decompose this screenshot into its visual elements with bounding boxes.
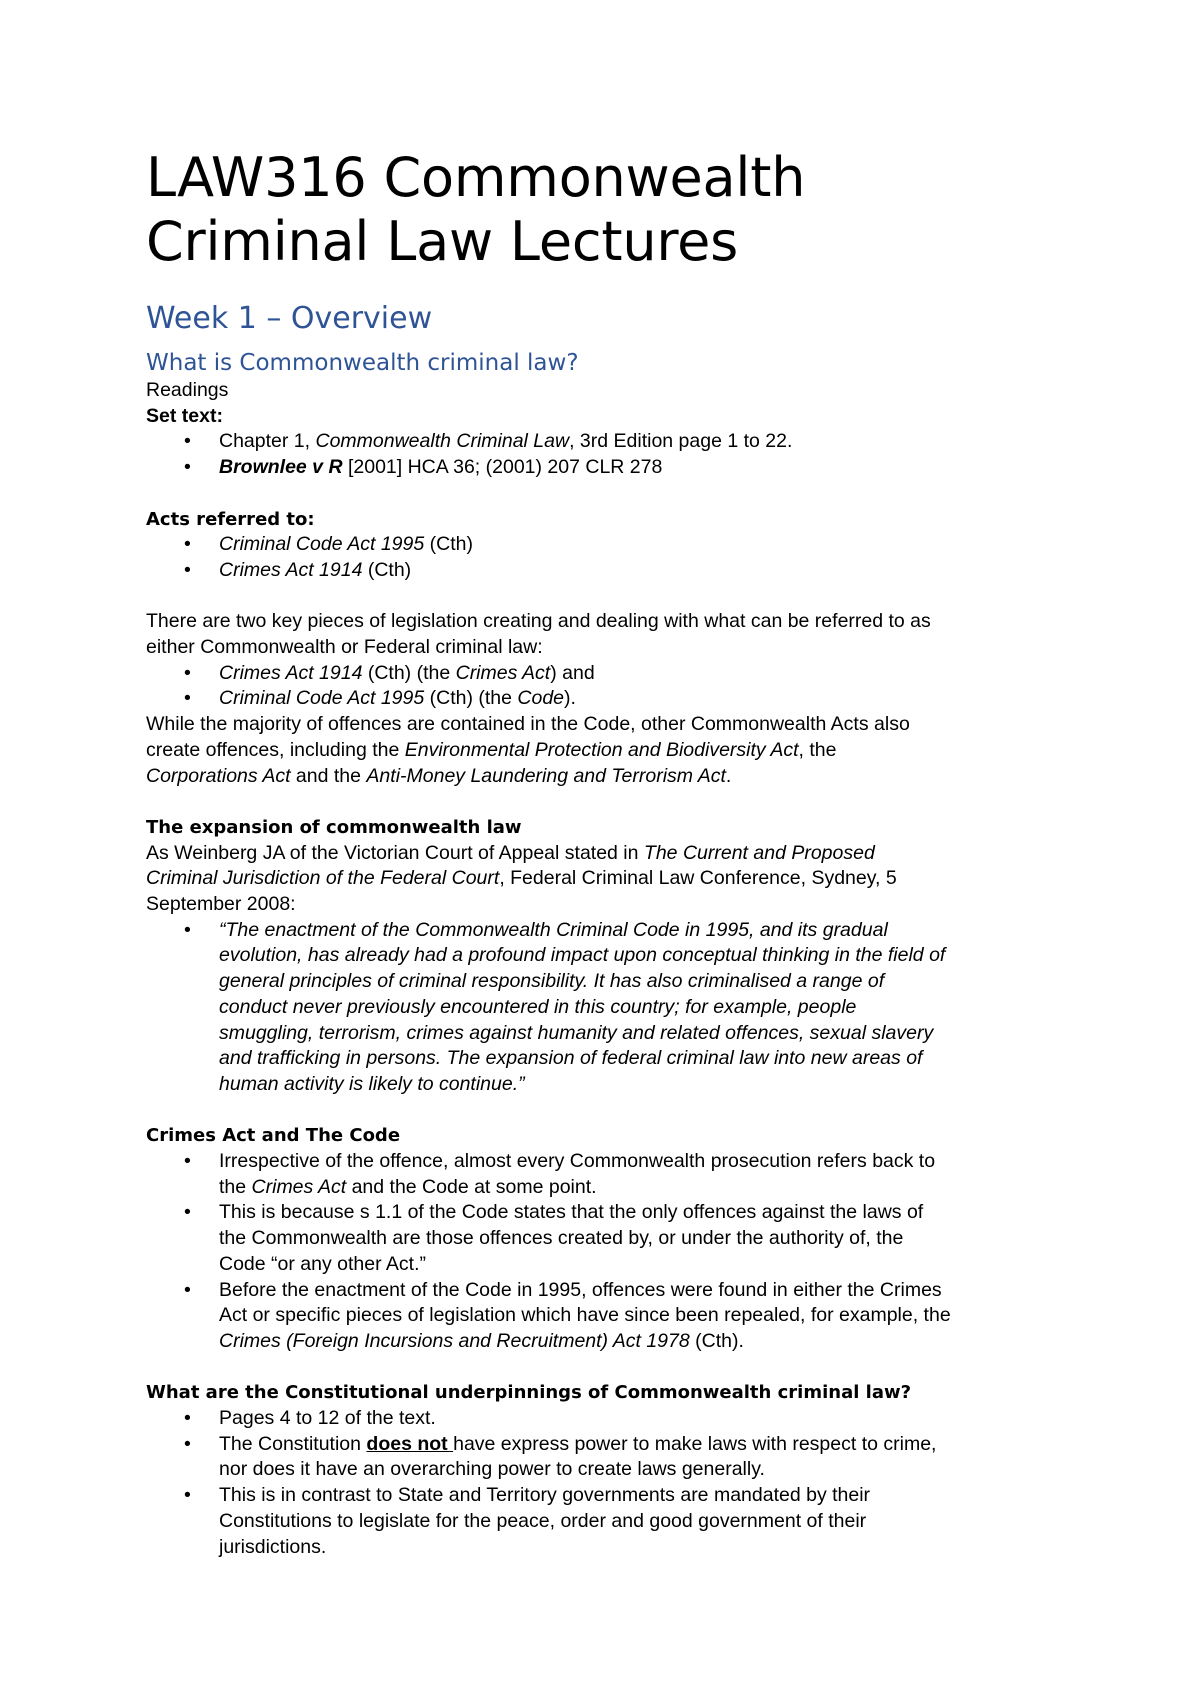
week-heading: Week 1 – Overview — [146, 301, 433, 336]
bullet-icon: • — [184, 687, 191, 710]
bullet-icon: • — [184, 430, 191, 453]
list-item: • This is because s 1.1 of the Code states that the only offences against the laws of the Commonwealth are those offences created by, or under the authority of, the Code “or any other Act.” — [184, 1201, 924, 1275]
document-content — [146, 146, 1076, 1560]
bullet-icon: • — [184, 456, 191, 479]
bullet-icon: • — [184, 1484, 191, 1507]
quote-item: • “The enactment of the Commonwealth Criminal Code in 1995, and its gradual evolution, has already had a profound impact upon conceptual thinking in the field of general principles of criminal responsibility. It has also criminalised a range of conduct never previously encountered in this country; for example, people smuggling, terrorism, crimes against humanity and related offences, sexual slavery and trafficking in persons. The expansion of federal criminal law into new areas of human activity is likely to continue.” — [184, 918, 946, 1095]
list-item: • The Constitution does not have express power to make laws with respect to crime, nor does it have an overarching power to create laws generally. — [184, 1432, 937, 1481]
list-item: • Crimes Act 1914 (Cth) — [146, 558, 1076, 584]
bullet-icon: • — [184, 533, 191, 556]
bullet-icon: • — [184, 1201, 191, 1224]
bullet-icon: • — [184, 1150, 191, 1173]
list-item: • Irrespective of the offence, almost every Commonwealth prosecution refers back to the Crimes Act and the Code at some point. — [184, 1150, 936, 1198]
title-line-2: Criminal Law Lectures — [146, 210, 739, 273]
list-item: • Pages 4 to 12 of the text. — [146, 1406, 1076, 1432]
legislation-list — [146, 661, 1076, 712]
set-text-list — [146, 429, 1076, 480]
paragraph-legislation: There are two key pieces of legislation creating and dealing with what can be referred to as either Commonwealth or Federal criminal law: — [146, 610, 931, 658]
bullet-icon: • — [184, 1278, 191, 1301]
list-item: • This is in contrast to State and Territory governments are mandated by their Constitutions to legislate for the peace, order and good government of their jurisdictions. — [184, 1484, 871, 1558]
crimes-list — [146, 1149, 1076, 1355]
list-item: • Criminal Code Act 1995 (Cth) — [146, 532, 1076, 558]
title-line-1: LAW316 Commonwealth — [146, 146, 806, 209]
list-item: • Chapter 1, Commonwealth Criminal Law, 3rd Edition page 1 to 22. — [146, 429, 1076, 455]
constitutional-heading: What are the Constitutional underpinnings of Commonwealth criminal law? — [146, 1382, 912, 1404]
bullet-icon: • — [184, 1407, 191, 1430]
constitutional-list — [146, 1406, 1076, 1560]
list-item: • Before the enactment of the Code in 1995, offences were found in either the Crimes Act or specific pieces of legislation which have since been repealed, for example, the Crimes (Foreign Incursions and Recruitment) Act 1978 (Cth). — [184, 1278, 951, 1352]
bullet-icon: • — [184, 661, 191, 684]
crimes-heading: Crimes Act and The Code — [146, 1125, 401, 1147]
bullet-icon: • — [184, 1432, 191, 1455]
list-item: • Crimes Act 1914 (Cth) (the Crimes Act) and — [146, 661, 1076, 687]
quote-list — [146, 918, 1076, 1098]
readings-label: Readings — [146, 379, 229, 401]
list-item: • Brownlee v R [2001] HCA 36; (2001) 207 CLR 278 — [146, 455, 1076, 481]
paragraph-weinberg: As Weinberg JA of the Victorian Court of Appeal stated in The Current and Proposed Criminal Jurisdiction of the Federal Court, Federal Criminal Law Conference, Sydney, 5 September 2008: — [146, 841, 897, 916]
expansion-heading: The expansion of commonwealth law — [146, 816, 522, 838]
list-item: • Criminal Code Act 1995 (Cth) (the Code). — [146, 686, 1076, 712]
bullet-icon: • — [184, 918, 191, 941]
set-text-label: Set text: — [146, 404, 223, 427]
acts-label: Acts referred to: — [146, 508, 315, 530]
bullet-icon: • — [184, 558, 191, 581]
section-subheading: What is Commonwealth criminal law? — [146, 350, 579, 376]
acts-list — [146, 532, 1076, 583]
paragraph-offences: While the majority of offences are contained in the Code, other Commonwealth Acts also create offences, including the Environmental Protection and Biodiversity Act, the Corporations Act and the Anti-Money Laundering and Terrorism Act. — [146, 713, 910, 787]
document-title — [146, 146, 1076, 274]
